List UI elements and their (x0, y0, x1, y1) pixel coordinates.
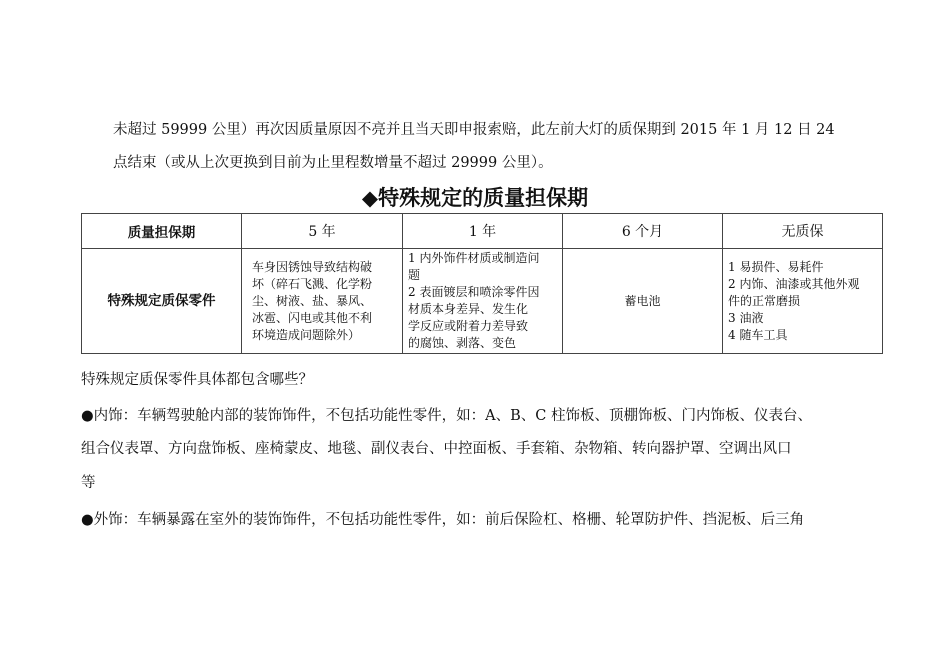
warranty-table (81, 213, 883, 354)
cell-line: 件的正常磨损 (728, 293, 801, 308)
cell-line: 3 油液 (728, 310, 764, 325)
exterior-line-1: ●外饰：车辆暴露在室外的装饰饰件，不包括功能性零件，如：前后保险杠、格栅、轮罩防护件、挡泥板、后三角 (81, 512, 805, 528)
interior-line-3: 等 (81, 475, 96, 491)
cell-line: 尘、树液、盐、暴风、 (252, 293, 373, 308)
cell-line: 题 (408, 268, 421, 282)
cell-line: 冰雹、闪电或其他不利 (252, 310, 373, 325)
intro-line-2: 点结束（或从上次更换到目前为止里程数增量不超过 29999 公里）。 (113, 155, 553, 171)
cell-line: 2 内饰、油漆或其他外观 (728, 276, 860, 291)
interior-line-2: 组合仪表罩、方向盘饰板、座椅蒙皮、地毯、副仪表台、中控面板、手套箱、杂物箱、转向器护罩、空调出风口 (81, 441, 792, 457)
cell-no-warranty (723, 249, 883, 354)
intro-line-1: 未超过 59999 公里）再次因质量原因不亮并且当天即申报索赔，此左前大灯的质保期到 2015 年 1 月 12 日 24 (113, 122, 835, 138)
table-header-row (82, 214, 883, 249)
header-no-warranty: 无质保 (723, 214, 883, 249)
cell-1-year (403, 249, 563, 354)
row-label: 特殊规定质保零件 (82, 249, 242, 354)
cell-line: 车身因锈蚀导致结构破 (252, 259, 373, 274)
cell-line: 材质本身差异、发生化 (408, 302, 529, 316)
header-6-months: 6 个月 (563, 214, 723, 249)
cell-line: 1 易损件、易耗件 (728, 259, 824, 274)
section-heading: ◆特殊规定的质量担保期 (361, 186, 589, 210)
cell-line: 坏（碎石飞溅、化学粉 (252, 276, 373, 291)
cell-line: 学反应或附着力差导致 (408, 319, 529, 333)
cell-line: 1 内外饰件材质或制造问 (408, 251, 540, 265)
question-text: 特殊规定质保零件具体都包含哪些？ (81, 372, 313, 388)
header-1-year: 1 年 (403, 214, 563, 249)
header-warranty-period: 质量担保期 (82, 214, 242, 249)
cell-line: 4 随车工具 (728, 327, 788, 342)
table-row (82, 249, 883, 354)
header-5-years: 5 年 (242, 214, 403, 249)
cell-5-years (242, 249, 403, 354)
interior-line-1: ●内饰：车辆驾驶舱内部的装饰饰件，不包括功能性零件，如：A、B、C 柱饰板、顶棚饰板、门内饰板、仪表台、 (81, 408, 812, 424)
cell-6-months: 蓄电池 (563, 249, 723, 354)
cell-line: 2 表面镀层和喷涂零件因 (408, 285, 540, 299)
cell-line: 环境造成问题除外） (252, 327, 361, 342)
cell-line: 的腐蚀、剥落、变色 (408, 336, 517, 350)
